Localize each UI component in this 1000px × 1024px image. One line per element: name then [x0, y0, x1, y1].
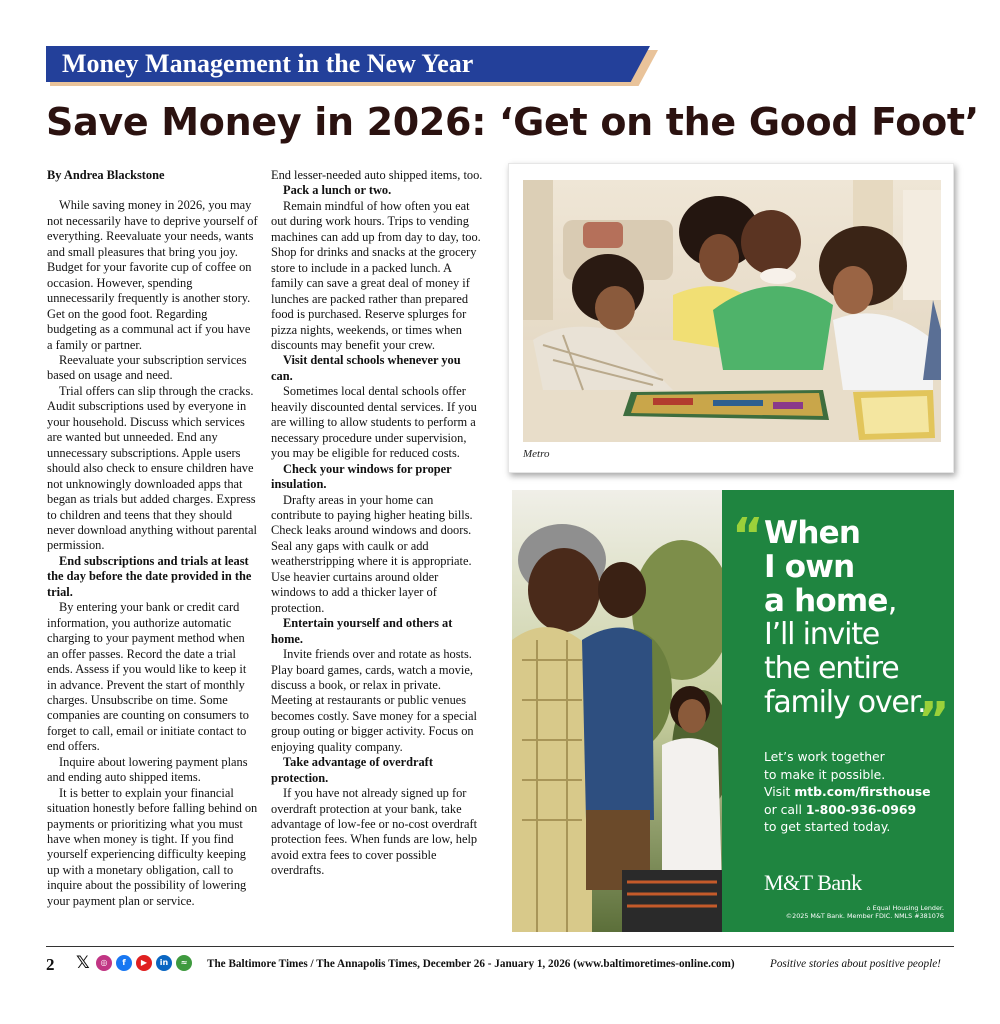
ad-headline-comma: ,: [887, 583, 897, 619]
subheading: Pack a lunch or two.: [283, 183, 392, 198]
ad-legal-text: [786, 904, 944, 920]
section-banner: [46, 46, 658, 86]
ad-visit-text: Visit: [764, 784, 795, 799]
ad-body-line: [764, 801, 931, 819]
paragraph: Trial offers can slip through the cracks. Audit subscriptions used by everyone in your household. Discuss which services are wanted but unneeded. End any unnecessary subscriptions. Apple users should also check to ensure children have not unknowingly downloaded apps that began as trials but added charges. Express to children and teens that they should never download anything without parental permission.: [47, 383, 257, 553]
ad-call-text: or call: [764, 801, 806, 817]
mt-bank-logo: M&T Bank: [764, 870, 862, 895]
linkedin-icon[interactable]: in: [156, 955, 172, 971]
ad-headline-line: I’ll invite: [764, 617, 880, 652]
rss-icon[interactable]: ≈: [176, 955, 192, 971]
subheading: Visit dental schools whenever you can.: [271, 353, 461, 383]
ad-body-line: to make it possible.: [764, 766, 886, 782]
equal-housing-text: Equal Housing Lender.: [872, 904, 944, 912]
ad-headline-line: family over.: [764, 685, 926, 720]
youtube-icon[interactable]: ▶: [136, 955, 152, 971]
paragraph: Invite friends over and rotate as hosts. Play board games, cards, watch a movie, discuss a book, or relax in private. Meeting at restaurants or public venues becomes costly. Save money for a special group outing or bigger activity. Focus on enjoying quality company.: [271, 647, 477, 754]
publication-info: The Baltimore Times / The Annapolis Times, December 26 - January 1, 2026 (www.baltimoretimes-online.com): [207, 958, 735, 970]
equal-housing-icon: ⌂: [866, 904, 871, 912]
paragraph: Reevaluate your subscription services based on usage and need.: [47, 352, 247, 383]
close-quote-icon: ”: [918, 692, 950, 748]
family-board-game-photo: [508, 163, 954, 473]
ad-body-copy: [764, 748, 931, 836]
paragraph: By entering your bank or credit card information, you authorize automatic charging to your payment method when an offer passes. Record the date a trial ends. Assess if you would like to keep it in advance. Prevent the start of monthly charges. Unsubscribe on time. Some companies are counting on consumers to forget to call, email or initiate contact to end offers.: [47, 600, 249, 754]
photo-credit: Metro: [523, 448, 550, 460]
ad-body-line: [764, 783, 931, 801]
tagline: Positive stories about positive people!: [770, 958, 941, 970]
footer-divider: [46, 946, 954, 947]
article-column-2: [271, 168, 483, 879]
ad-green-panel: [722, 490, 954, 932]
mt-bank-advertisement: [512, 490, 954, 932]
facebook-icon[interactable]: f: [116, 955, 132, 971]
article-column-1: [47, 168, 258, 909]
page-number: 2: [46, 955, 55, 974]
paragraph: Inquire about lowering payment plans and ending auto shipped items.: [47, 754, 248, 785]
paragraph: End lesser-needed auto shipped items, too.: [271, 168, 483, 182]
subheading: Entertain yourself and others at home.: [271, 616, 453, 646]
ad-headline-line: When: [764, 515, 861, 551]
paragraph: If you have not already signed up for overdraft protection at your bank, take advantage of low-fee or no-cost overdraft protection fees. When funds are low, help avoid extra fees to cover possible overdrafts.: [271, 786, 478, 878]
ad-body-line: Let’s work together: [764, 749, 885, 764]
instagram-icon[interactable]: ◎: [96, 955, 112, 971]
x-icon[interactable]: 𝕏: [76, 953, 90, 973]
legal-disclaimer: ©2025 M&T Bank. Member FDIC. NMLS #381076: [785, 912, 944, 920]
photo-image: [523, 180, 941, 442]
subheading: Check your windows for proper insulation.: [271, 461, 452, 492]
paragraph: It is better to explain your financial situation honestly before falling behind on payments or prioritizing what you must have when money is tight. If you find yourself experiencing difficulty keeping up with a monetary obligation, call to inquire about the possibility of lowering your payment plan or service.: [47, 785, 258, 908]
paragraph: While saving money in 2026, you may not necessarily have to deprive yourself of everything. Reevaluate your needs, wants and small pleasures that bring you joy. Budget for your favorite cup of coffee on occasion. However, spending unnecessarily frequently is another story. Get on the good foot. Regarding budgeting as a communal act if you have a family or partner.: [47, 198, 258, 352]
ad-phone-number[interactable]: 1-800-936-0969: [805, 801, 917, 817]
byline: By Andrea Blackstone: [47, 168, 165, 182]
ad-headline: [764, 516, 925, 720]
paragraph: Drafty areas in your home can contribute to paying higher heating bills. Check leaks around windows and doors. Seal any gaps with caulk or add weatherstripping where it is appropriate. Use heavier curtains around older windows to add a thicker layer of protection.: [271, 492, 473, 615]
ad-website-link[interactable]: mtb.com/firsthouse: [794, 784, 931, 799]
subheading: Take advantage of overdraft protection.: [271, 755, 433, 785]
section-title: Money Management in the New Year: [62, 49, 474, 78]
ad-body-line: to get started today.: [764, 819, 891, 834]
ad-family-photo: [512, 490, 722, 932]
paragraph: Sometimes local dental schools offer heavily discounted dental services. If you are willing to allow students to perform a necessary procedure under supervision, you may be eligible for reduced costs.: [271, 384, 477, 461]
ad-headline-line: [764, 584, 925, 618]
ad-headline-line: the entire: [764, 651, 899, 686]
paragraph: Remain mindful of how often you eat out during work hours. Trips to vending machines can add up from day to day, too. Shop for drinks and snacks at the grocery store to include in a packed lunch. A family can save a great deal of money if lunches are packed rather than prepared food is purchased. Reserve splurges for pizza nights, weekends, or times when discounts may benefit your crew.: [271, 198, 481, 352]
subheading: End subscriptions and trials at least the day before the date provided in the trial.: [47, 553, 252, 599]
equal-housing-lender: [786, 904, 944, 912]
article-headline: Save Money in 2026: ‘Get on the Good Foot’: [46, 100, 979, 144]
ad-headline-line: I own: [764, 549, 855, 585]
ad-headline-text: a home: [764, 583, 888, 619]
open-quote-icon: “: [732, 508, 764, 564]
